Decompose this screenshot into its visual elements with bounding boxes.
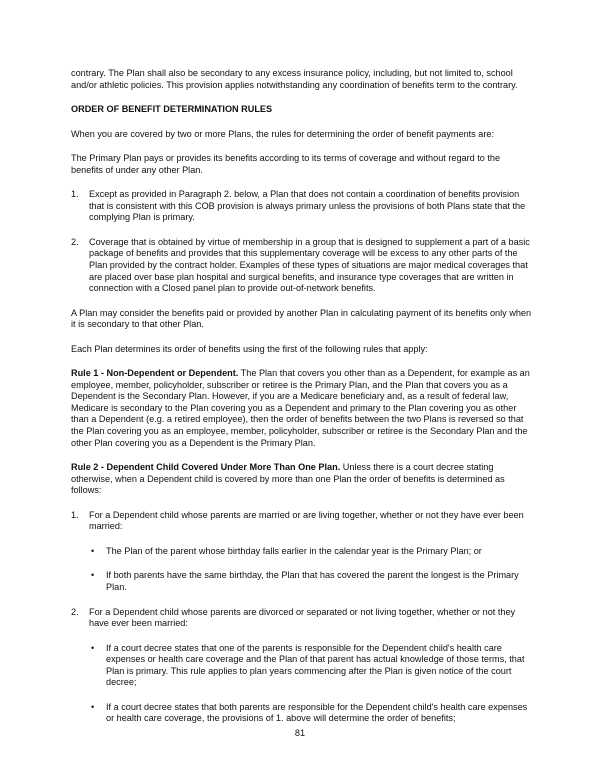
rule-1-paragraph: [71, 368, 533, 449]
bullet-icon: •: [91, 642, 95, 653]
bullet-list: [89, 643, 533, 725]
rule-2-paragraph: [71, 462, 533, 497]
bullet-icon: •: [91, 570, 95, 581]
list-item-text: For a Dependent child whose parents are married or are living together, whether or not they have ever been married:: [89, 509, 524, 532]
bullet-list: [89, 546, 533, 594]
list-item: [71, 189, 533, 224]
bullet-item: [89, 702, 533, 725]
bullet-item: [89, 546, 533, 558]
rule-2-title: Rule 2 - Dependent Child Covered Under More Than One Plan.: [71, 462, 341, 473]
list-number: 2.: [71, 236, 79, 247]
list-item: [71, 607, 533, 725]
intro-paragraph: contrary. The Plan shall also be secondary to any excess insurance policy, including, but not limited to, school and/or athletic policies. This provision applies notwithstanding any coordination of benefits term to the contrary.: [71, 68, 518, 90]
list-item-text: Coverage that is obtained by virtue of membership in a group that is designed to supplement a part of a basic package of benefits and provides that this supplementary coverage will be excess to any other parts of the Plan provided by the contract holder. Examples of these types of situations are major medical coverages that are placed over base plan hospital and surgical benefits, and insurance type coverages that are written in connection with a Closed panel plan to provide out-of-network benefits.: [89, 236, 530, 294]
list-number: 1.: [71, 509, 79, 520]
cob-exceptions-list: [71, 189, 533, 294]
list-item: [71, 237, 533, 295]
list-number: 1.: [71, 189, 79, 200]
may-consider-paragraph: A Plan may consider the benefits paid or provided by another Plan in calculating payment of its benefits only when it is secondary to that other Plan.: [71, 307, 532, 330]
bullet-text: If a court decree states that one of the parents is responsible for the Dependent child's health care expenses or health care coverage and the Plan of that parent has actual knowledge of those terms, that Plan is primary. This rule applies to plan years commencing after the Plan is given notice of the court decree;: [106, 642, 525, 688]
primary-plan-paragraph: The Primary Plan pays or provides its benefits according to its terms of coverage and without regard to the benefits of under any other Plan.: [71, 153, 501, 175]
rule-1-title: Rule 1 - Non-Dependent or Dependent.: [71, 368, 239, 379]
section-heading: ORDER OF BENEFIT DETERMINATION RULES: [71, 104, 273, 115]
bullet-text: If both parents have the same birthday, the Plan that has covered the parent the longest is the Primary Plan.: [106, 570, 519, 592]
document-page: [71, 68, 533, 738]
bullet-item: [89, 643, 533, 689]
page-number: 81: [294, 728, 306, 738]
list-number: 2.: [71, 606, 79, 617]
list-item-text: For a Dependent child whose parents are divorced or separated or not living together, whether or not they have ever been married:: [89, 606, 516, 629]
each-plan-paragraph: Each Plan determines its order of benefits using the first of the following rules that apply:: [71, 343, 428, 354]
list-item: [71, 510, 533, 594]
rule-2-text: Unless there is a court decree stating otherwise, when a Dependent child is covered by more than one Plan the order of benefits is determined as follows:: [71, 462, 505, 496]
bullet-icon: •: [91, 545, 95, 556]
bullet-text: The Plan of the parent whose birthday falls earlier in the calendar year is the Primary Plan; or: [106, 545, 482, 556]
bullet-text: If a court decree states that both parents are responsible for the Dependent child's health care expenses or health care coverage, the provisions of 1. above will determine the order of benefits;: [106, 701, 528, 724]
bullet-icon: •: [91, 701, 95, 712]
list-item-text: Except as provided in Paragraph 2. below, a Plan that does not contain a coordination of benefits provision that is consistent with this COB provision is always primary unless the provisions of both Plans state that the complying Plan is primary.: [89, 189, 526, 223]
dependent-child-list: [71, 510, 533, 725]
rule-1-text: The Plan that covers you other than as a Dependent, for example as an employee, member, policyholder, subscriber or retiree is the Primary Plan, and the Plan that covers you as a Dependent is the Secondary Plan. However, if you are a Medicare beneficiary and, as a result of federal law, Medicare is secondary to the Plan covering you as a Dependent and primary to the Plan covering you as other than a Dependent (e.g. a retired employee), then the order of benefits between the two Plans is reversed so that the Plan covering you as an employee, member, policyholder, subscriber or retiree is the Secondary Plan and the other Plan covering you as a Dependent is the Primary Plan.: [71, 368, 530, 448]
covered-paragraph: When you are covered by two or more Plans, the rules for determining the order of benefit payments are:: [71, 128, 495, 139]
bullet-item: [89, 570, 533, 593]
